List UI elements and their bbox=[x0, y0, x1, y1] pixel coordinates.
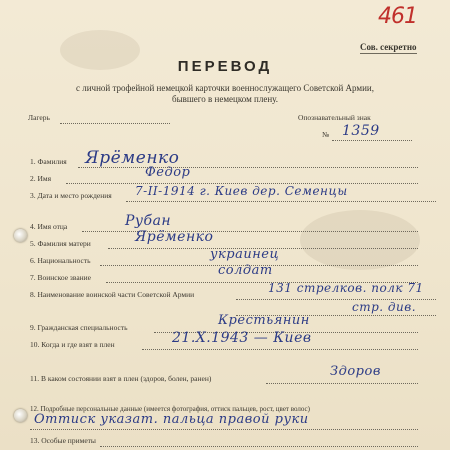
id-number-value: 1359 bbox=[342, 123, 380, 139]
field-rank-value: солдат bbox=[218, 263, 273, 278]
field-profession-label: 9. Гражданская специальность bbox=[30, 323, 128, 332]
field-marks-label: 13. Особые приметы bbox=[30, 436, 96, 445]
field-name-value: Федор bbox=[145, 165, 191, 180]
subtitle-line-1: с личной трофейной немецкой карточки военнослужащего Советской Армии, bbox=[75, 83, 374, 93]
document-title: ПЕРЕВОД bbox=[177, 58, 273, 75]
field-surname-value: Ярёменко bbox=[85, 148, 180, 168]
page-number: 461 bbox=[378, 4, 417, 29]
id-sign-label: Опознавательный знак bbox=[298, 113, 371, 122]
paper-stain bbox=[300, 210, 420, 270]
field-nationality-value: украинец bbox=[210, 247, 280, 262]
field-mother-label: 5. Фамилия матери bbox=[30, 239, 91, 248]
field-condition-value: Здоров bbox=[330, 364, 381, 379]
field-unit-value-2: стр. див. bbox=[352, 300, 417, 314]
field-personal-value: Оттиск указат. пальца правой руки bbox=[34, 412, 309, 427]
document-subtitle bbox=[0, 83, 450, 105]
camp-line bbox=[60, 123, 170, 124]
classification-stamp: Сов. секретно bbox=[360, 42, 417, 52]
camp-label: Лагерь bbox=[28, 113, 50, 122]
field-mother-value: Ярёменко bbox=[135, 229, 214, 245]
field-capture-value: 21.X.1943 — Киев bbox=[172, 330, 312, 346]
subtitle-line-2: бывшего в немецком плену. bbox=[172, 94, 278, 104]
field-personal-line bbox=[30, 429, 418, 430]
id-number-prefix: № bbox=[322, 130, 330, 139]
field-capture-label: 10. Когда и где взят в плен bbox=[30, 340, 115, 349]
field-birth-value: 7-II-1914 г. Киев дер. Семенцы bbox=[135, 184, 348, 198]
field-birth-line bbox=[126, 201, 436, 202]
field-condition-line bbox=[266, 383, 418, 384]
field-nationality-label: 6. Национальность bbox=[30, 256, 91, 265]
field-personal-label: 12. Подробные персональные данные (имеется фотография, оттиск пальцев, рост, цвет волос) bbox=[30, 405, 310, 413]
field-surname-label: 1. Фамилия bbox=[30, 157, 67, 166]
field-profession-value: Крестьянин bbox=[218, 313, 310, 328]
field-father-line bbox=[82, 231, 418, 232]
field-rank-label: 7. Воинское звание bbox=[30, 273, 92, 282]
field-unit-value: 131 стрелков. полк 71 bbox=[268, 281, 424, 295]
field-name-label: 2. Имя bbox=[30, 174, 52, 183]
field-unit-label: 8. Наименование воинской части Советской Армии bbox=[30, 290, 195, 299]
field-marks-line bbox=[100, 446, 418, 447]
id-number-line bbox=[332, 140, 412, 141]
field-father-value: Рубан bbox=[125, 213, 172, 229]
field-condition-label: 11. В каком состоянии взят в плен (здоров, болен, ранен) bbox=[30, 374, 212, 383]
punch-hole bbox=[14, 409, 27, 422]
punch-hole bbox=[14, 229, 27, 242]
field-father-label: 4. Имя отца bbox=[30, 222, 68, 231]
field-capture-line bbox=[142, 349, 418, 350]
field-birth-label: 3. Дата и место рождения bbox=[30, 191, 112, 200]
